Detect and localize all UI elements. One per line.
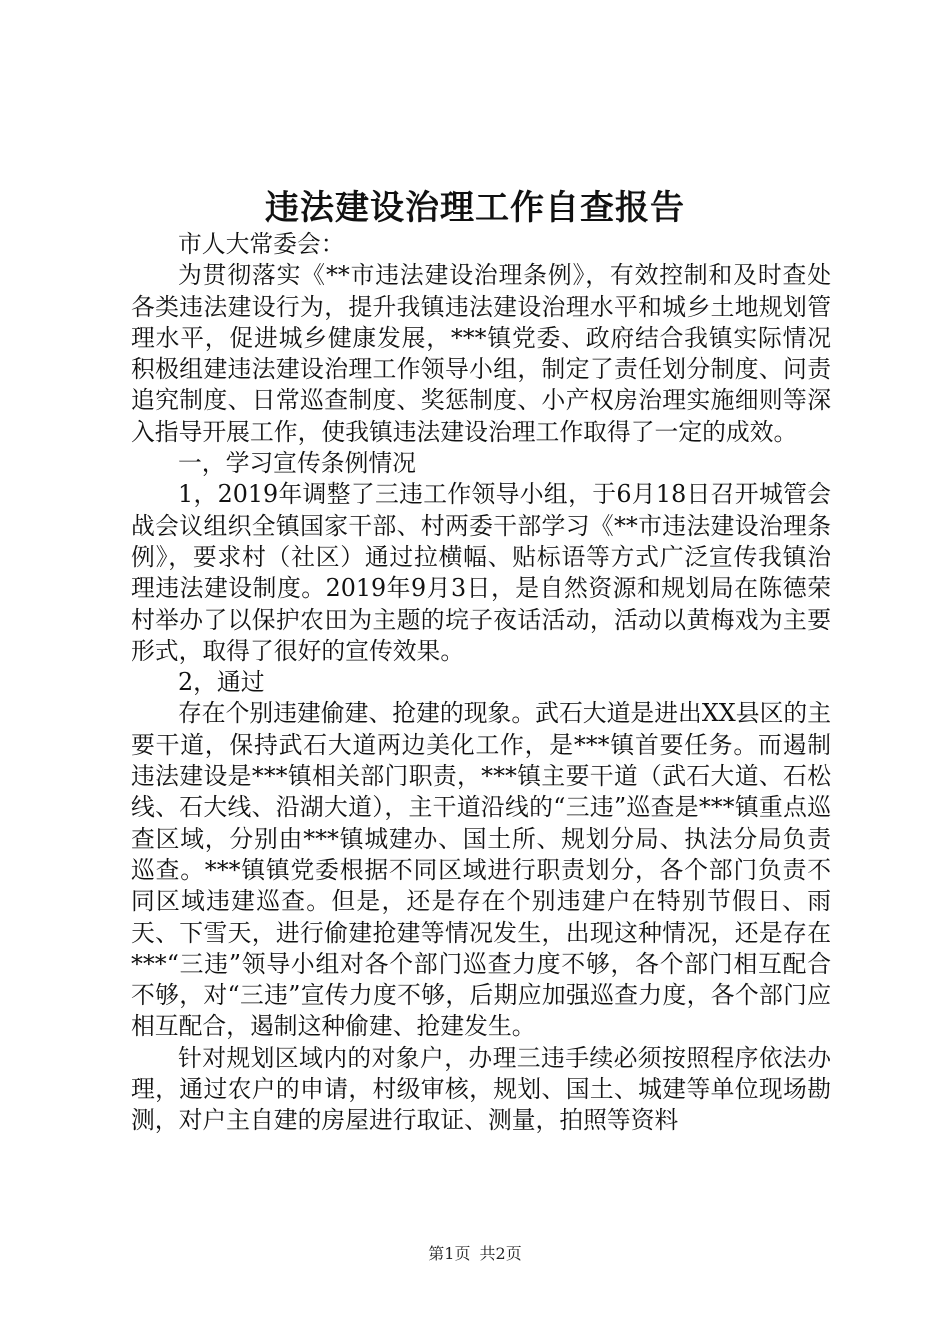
page-number: 第1页 [428, 1244, 471, 1263]
paragraph-problems: 存在个别违建偷建、抢建的现象。武石大道是进出XX县区的主要干道，保持武石大道两边美化工作，是***镇首要任务。而遏制违法建设是***镇相关部门职责，***镇主要干道（武石大道、石松线、石大线、沿湖大道），主干道沿线的“三违”巡查是***镇重点巡查区域，分别由***镇城建办、国土所、规划分局、执法分局负责巡查。***镇镇党委根据不同区域进行职责划分，各个部门负责不同区域违建巡查。但是，还是存在个别违建户在特别节假日、雨天、下雪天，进行偷建抢建等情况发生，出现这种情况，还是存在***“三违”领导小组对各个部门巡查力度不够，各个部门相互配合不够，对“三违”宣传力度不够，后期应加强巡查力度，各个部门应相互配合，遏制这种偷建、抢建发生。 [131, 699, 831, 1041]
paragraph-item-2: 2，通过 [178, 668, 265, 697]
document-body [131, 229, 831, 1137]
paragraph-intro: 为贯彻落实《**市违法建设治理条例》，有效控制和及时查处各类违法建设行为，提升我镇违法建设治理水平和城乡土地规划管理水平，促进城乡健康发展，***镇党委、政府结合我镇实际情况积极组建违法建设治理工作领导小组，制定了责任划分制度、问责追究制度、日常巡查制度、奖惩制度、小产权房治理实施细则等深入指导开展工作，使我镇违法建设治理工作取得了一定的成效。 [131, 261, 831, 446]
paragraph-procedure: 针对规划区域内的对象户，办理三违手续必须按照程序依法办理，通过农户的申请，村级审核，规划、国土、城建等单位现场勘测，对户主自建的房屋进行取证、测量，拍照等资料 [131, 1043, 831, 1135]
document-title: 违法建设治理工作自查报告 [265, 188, 685, 228]
page-count: 共2页 [479, 1244, 522, 1263]
salutation: 市人大常委会： [178, 230, 345, 258]
paragraph-item-1: 1，2019年调整了三违工作领导小组，于6月18日召开城管会战会议组织全镇国家干部、村两委干部学习《**市违法建设治理条例》，要求村（社区）通过拉横幅、贴标语等方式广泛宣传我镇治理违法建设制度。2019年9月3日，是自然资源和规划局在陈德荣村举办了以保护农田为主题的垸子夜话活动，活动以黄梅戏为主要形式，取得了很好的宣传效果。 [131, 480, 831, 665]
section-heading: 一，学习宣传条例情况 [178, 449, 416, 478]
page-footer [0, 1242, 950, 1266]
